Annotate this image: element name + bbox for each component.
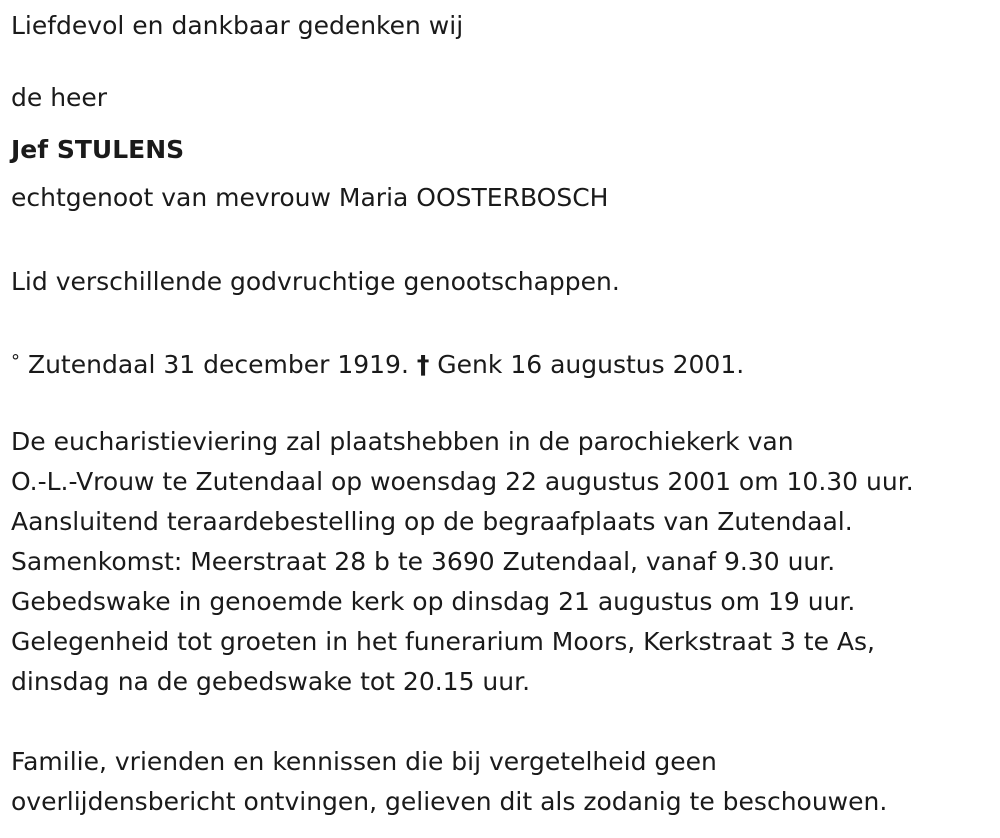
closing-line: overlijdensbericht ontvingen, gelieven dit als zodanig te beschouwen.: [11, 787, 888, 816]
intro-text: Liefdevol en dankbaar gedenken wij: [11, 11, 464, 40]
spacer: [11, 302, 991, 342]
membership-text: Lid verschillende godvruchtige genootschappen.: [11, 267, 620, 296]
spacer: [11, 382, 991, 422]
service-line: Samenkomst: Meerstraat 28 b te 3690 Zutendaal, vanaf 9.30 uur.: [11, 547, 836, 576]
service-line: dinsdag na de gebedswake tot 20.15 uur.: [11, 667, 531, 696]
birth-death-line: [11, 342, 991, 382]
service-line: O.-L.-Vrouw te Zutendaal op woensdag 22 augustus 2001 om 10.30 uur.: [11, 467, 914, 496]
birth-text: Zutendaal 31 december 1919.: [27, 350, 409, 379]
service-line: Gelegenheid tot groeten in het funerarium Moors, Kerkstraat 3 te As,: [11, 627, 876, 656]
salutation-text: de heer: [11, 83, 108, 112]
spacer: [11, 222, 991, 262]
obituary-notice: [11, 6, 991, 822]
death-text: Genk 16 augustus 2001.: [437, 350, 745, 379]
service-line: Aansluitend teraardebestelling op de begraafplaats van Zutendaal.: [11, 507, 853, 536]
deceased-name: Jef STULENS: [11, 135, 185, 164]
closing-line: Familie, vrienden en kennissen die bij vergetelheid geen: [11, 747, 717, 776]
spouse-text: echtgenoot van mevrouw Maria OOSTERBOSCH: [11, 183, 609, 212]
service-line: Gebedswake in genoemde kerk op dinsdag 21 augustus om 19 uur.: [11, 587, 856, 616]
spacer: [11, 702, 991, 742]
service-line: De eucharistieviering zal plaatshebben in de parochiekerk van: [11, 427, 794, 456]
cross-icon: †: [416, 350, 430, 379]
birth-symbol-icon: °: [11, 351, 20, 372]
